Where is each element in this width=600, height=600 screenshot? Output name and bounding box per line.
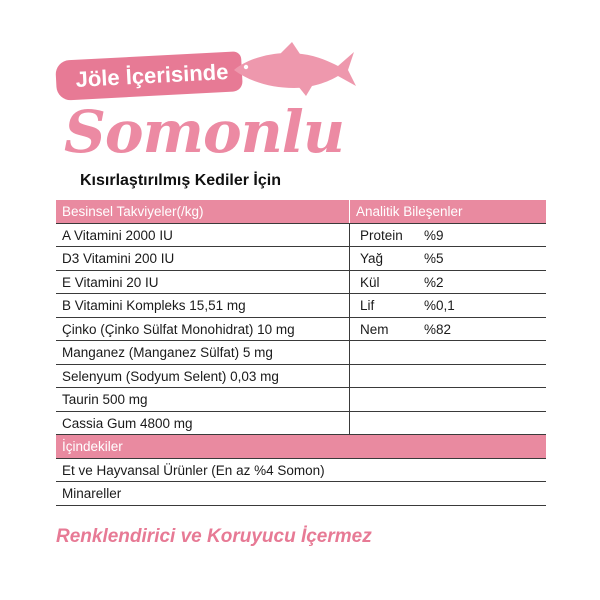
- analysis-name: Lif: [360, 298, 375, 313]
- table-header-row: [56, 200, 546, 224]
- table-row: [56, 224, 546, 248]
- ingredient-cell: Et ve Hayvansal Ürünler (En az %4 Somon): [62, 462, 325, 478]
- supplement-cell: E Vitamini 20 IU: [56, 271, 350, 294]
- analysis-cell: [350, 318, 546, 341]
- analysis-cell: [350, 224, 546, 247]
- analysis-header: Analitik Bileşenler: [356, 204, 463, 219]
- product-script-title: Somonlu: [64, 98, 344, 166]
- analysis-value: %9: [424, 227, 444, 243]
- table-row: [56, 412, 546, 436]
- table-row: [56, 459, 546, 483]
- analysis-cell: [350, 247, 546, 270]
- analysis-cell-empty: [350, 365, 546, 388]
- supplement-cell: B Vitamini Kompleks 15,51 mg: [56, 294, 350, 317]
- supplement-cell: Çinko (Çinko Sülfat Monohidrat) 10 mg: [56, 318, 350, 341]
- ingredient-cell: Minareller: [62, 486, 122, 501]
- table-row: [56, 247, 546, 271]
- table-row: [56, 341, 546, 365]
- analysis-name: Kül: [360, 274, 380, 290]
- supplement-cell: Taurin 500 mg: [56, 388, 350, 411]
- analysis-cell-empty: [350, 341, 546, 364]
- supplement-cell: Selenyum (Sodyum Selent) 0,03 mg: [56, 365, 350, 388]
- analysis-cell-empty: [350, 412, 546, 435]
- table-row: [56, 271, 546, 295]
- ingredients-header: İçindekiler: [62, 439, 123, 454]
- analysis-name: Yağ: [360, 251, 384, 266]
- table-row: [56, 365, 546, 389]
- analysis-cell: [350, 294, 546, 317]
- supplements-header: Besinsel Takviyeler(/kg): [56, 200, 350, 223]
- analysis-name: Nem: [360, 321, 389, 337]
- table-row: [56, 482, 546, 506]
- table-row: [56, 294, 546, 318]
- nutrition-table: [56, 200, 546, 506]
- supplement-cell: A Vitamini 2000 IU: [56, 224, 350, 247]
- supplement-cell: D3 Vitamini 200 IU: [56, 247, 350, 270]
- footer-note: Renklendirici ve Koruyucu İçermez: [56, 526, 372, 547]
- table-row: [56, 318, 546, 342]
- analysis-name: Protein: [360, 227, 403, 243]
- analysis-cell-empty: [350, 388, 546, 411]
- analysis-cell: [350, 271, 546, 294]
- analysis-value: %0,1: [424, 298, 455, 313]
- analysis-value: %5: [424, 251, 444, 266]
- analysis-value: %2: [424, 274, 444, 290]
- product-header: [0, 0, 600, 200]
- product-tag: Jöle İçerisinde: [74, 59, 229, 92]
- ingredients-header-row: [56, 435, 546, 459]
- supplement-cell: Cassia Gum 4800 mg: [56, 412, 350, 435]
- product-subtitle: Kısırlaştırılmış Kediler İçin: [80, 172, 281, 189]
- supplement-cell: Manganez (Manganez Sülfat) 5 mg: [56, 341, 350, 364]
- salmon-icon: [228, 36, 358, 100]
- analysis-value: %82: [424, 321, 452, 337]
- table-row: [56, 388, 546, 412]
